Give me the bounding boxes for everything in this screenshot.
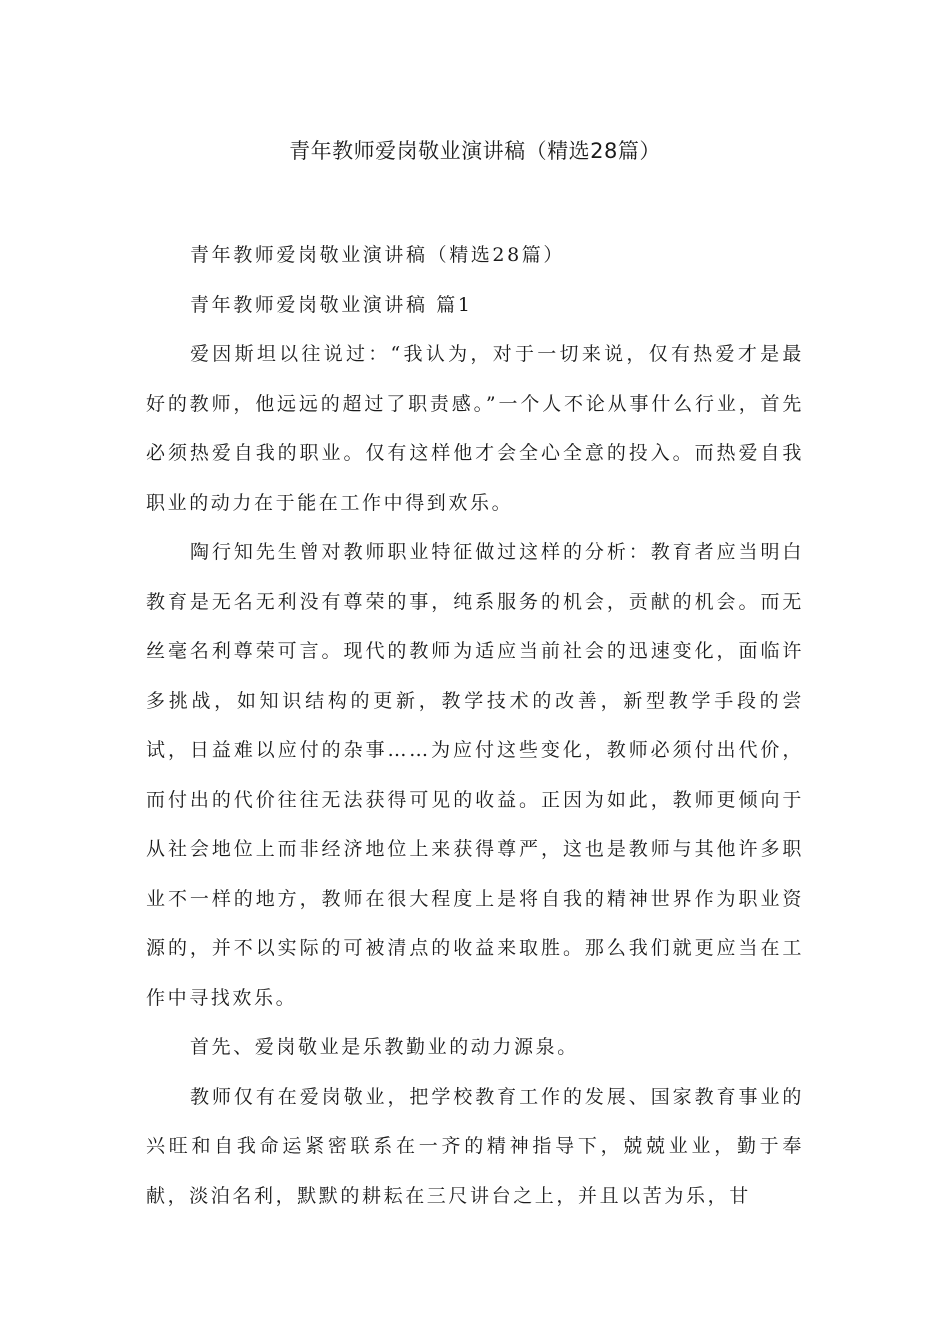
section-heading: 青年教师爱岗敬业演讲稿 篇1	[190, 293, 473, 316]
subtitle-paragraph: 青年教师爱岗敬业演讲稿（精选28篇）	[190, 244, 565, 266]
body-paragraph: 爱因斯坦以往说过：“我认为，对于一切来说，仅有热爱才是最好的教师，他远远的超过了职责感。”一个人不论从事什么行业，首先必须热爱自我的职业。仅有这样他才会全心全意的投入。而热爱自我职业的动力在于能在工作中得到欢乐。	[146, 343, 804, 514]
body-paragraph: 首先、爱岗敬业是乐教勤业的动力源泉。	[190, 1036, 579, 1058]
body-paragraph: 陶行知先生曾对教师职业特征做过这样的分析：教育者应当明白教育是无名无利没有尊荣的事，纯系服务的机会，贡献的机会。而无丝毫名利尊荣可言。现代的教师为适应当前社会的迅速变化，面临许多挑战，如知识结构的更新，教学技术的改善，新型教学手段的尝试，日益难以应付的杂事……为应付这些变化，教师必须付出代价，而付出的代价往往无法获得可见的收益。正因为如此，教师更倾向于从社会地位上而非经济地位上来获得尊严，这也是教师与其他许多职业不一样的地方，教师在很大程度上是将自我的精神世界作为职业资源的，并不以实际的可被清点的收益来取胜。那么我们就更应当在工作中寻找欢乐。	[146, 541, 804, 1009]
document-body	[146, 231, 804, 1221]
document-title: 青年教师爱岗敬业演讲稿（精选28篇）	[289, 139, 661, 163]
body-paragraph: 教师仅有在爱岗敬业，把学校教育工作的发展、国家教育事业的兴旺和自我命运紧密联系在一齐的精神指导下，兢兢业业，勤于奉献，淡泊名利，默默的耕耘在三尺讲台之上，并且以苦为乐，甘	[146, 1085, 804, 1207]
